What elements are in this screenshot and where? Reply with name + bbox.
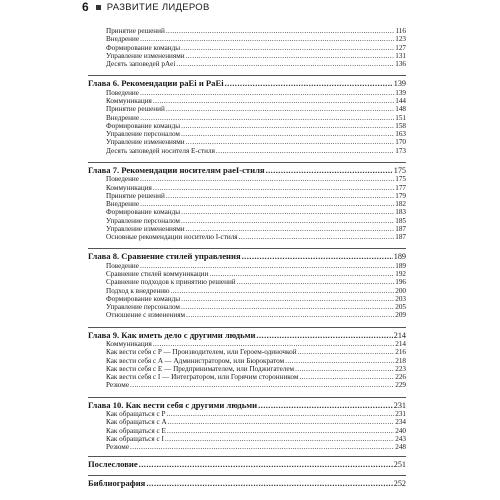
chapter-title: Послесловие (88, 459, 138, 470)
entry-label: Резюме (106, 443, 130, 451)
page-ref: 248 (395, 443, 406, 451)
toc-chapter-entry (88, 459, 406, 470)
page-ref: 216 (395, 348, 406, 357)
page-ref: 116 (395, 27, 406, 35)
entry-label: Основные рекомендации носителю I-стиля (106, 233, 238, 241)
chapter-title: Глава 6. Рекомендации paEi и PaEi (88, 78, 224, 89)
toc-entry (88, 60, 406, 69)
page-ref: 175 (395, 175, 406, 184)
toc-chapter-entry (88, 330, 406, 341)
page-ref: 203 (395, 294, 406, 303)
page-ref: 173 (395, 146, 406, 155)
page-ref: 243 (395, 434, 406, 443)
section-rule (88, 162, 406, 163)
page-ref: 158 (395, 121, 406, 130)
entry-label: Как вести себя с E — Предпринимателем, или Поджигателем (106, 364, 295, 373)
page-ref: 200 (395, 286, 406, 295)
entry-label: Принятие решений (106, 191, 165, 200)
dot-leader (258, 400, 393, 411)
page-number: 6 (82, 0, 89, 14)
running-header-title: РАЗВИТИЕ ЛИДЕРОВ (106, 1, 210, 13)
entry-label: Поведение (106, 88, 139, 97)
entry-label: Коммуникация (106, 97, 152, 105)
entry-label: Сравнение стилей коммуникации (106, 270, 209, 278)
page-ref: 214 (393, 330, 406, 340)
chapter-title: Глава 10. Как вести себя с другими людьми (88, 399, 258, 410)
toc-chapter-entry (88, 165, 406, 176)
page-ref: 151 (395, 113, 406, 122)
entry-label: Коммуникация (106, 183, 152, 192)
chapter-title: Глава 7. Рекомендации носителям paeI-стиля (88, 164, 265, 175)
page-ref: 251 (393, 460, 406, 470)
page-ref: 136 (395, 60, 406, 68)
entry-label: Десять заповедей носителя E-стиля (106, 146, 215, 155)
running-header (82, 0, 210, 14)
chapter-title: Библиография (88, 477, 146, 488)
section-rule (88, 397, 406, 398)
chapter-title: Глава 9. Как иметь дело с другими людьми (88, 329, 256, 340)
page-ref: 226 (395, 373, 406, 381)
entry-label: Управление персоналом (106, 216, 180, 225)
entry-label: Десять заповедей pAei (106, 60, 176, 68)
toc-entry (88, 311, 406, 320)
entry-label: Управление изменениями (106, 138, 185, 147)
page-ref: 218 (395, 356, 406, 365)
entry-label: Принятие решений (106, 27, 165, 35)
page-ref: 139 (395, 88, 406, 97)
entry-label: Как вести себя с A — Администратором, или Бюрократом (106, 356, 285, 365)
page-ref: 234 (395, 418, 406, 427)
entry-label: Резюме (106, 381, 130, 390)
page-ref: 144 (395, 97, 406, 105)
entry-label: Как обращаться с A (106, 418, 167, 427)
entry-label: Как обращаться с E (106, 426, 166, 435)
page-ref: 187 (395, 233, 406, 241)
entry-label: Отношение с изменениям (106, 311, 186, 320)
dot-leader (176, 60, 394, 69)
entry-label: Формирование команды (106, 208, 181, 217)
entry-label: Управление изменениями (106, 51, 185, 60)
entry-label: Внедрение (106, 113, 140, 122)
page-ref: 187 (395, 224, 406, 233)
page-ref: 240 (395, 426, 406, 435)
toc-chapter-entry (88, 478, 406, 489)
dot-leader (130, 443, 394, 452)
dot-leader (146, 478, 392, 489)
page-ref: 192 (395, 270, 406, 278)
entry-label: Поведение (106, 175, 139, 184)
section-rule (88, 248, 406, 249)
entry-label: Подход к внедрению (106, 286, 170, 295)
entry-label: Сравнение подходов к принятию решений (106, 278, 236, 287)
page-ref: 196 (395, 278, 406, 287)
dot-leader (216, 147, 394, 156)
page-ref: 185 (395, 216, 406, 225)
section-rule (88, 456, 406, 457)
page-ref: 182 (395, 200, 406, 208)
page-ref: 189 (393, 252, 406, 262)
dot-leader (242, 251, 393, 262)
entry-label: Внедрение (106, 35, 140, 44)
dot-leader (186, 311, 394, 320)
dot-leader (256, 330, 392, 341)
entry-label: Коммуникация (106, 340, 152, 348)
page-ref: 148 (395, 105, 406, 114)
section-rule (88, 75, 406, 76)
toc-entry (88, 147, 406, 156)
entry-label: Как вести себя с P — Производителем, или Героем-одиночкой (106, 348, 297, 357)
entry-label: Формирование команды (106, 121, 181, 130)
page-ref: 252 (393, 478, 406, 488)
entry-label: Формирование команды (106, 294, 181, 303)
page-ref: 229 (395, 381, 406, 390)
dot-leader (225, 78, 393, 89)
page-ref: 214 (395, 340, 406, 348)
entry-label: Внедрение (106, 200, 140, 208)
toc-entry (88, 381, 406, 390)
page-ref: 163 (395, 130, 406, 138)
page-ref: 175 (393, 165, 406, 175)
toc-chapter-entry (88, 400, 406, 411)
dot-leader (139, 459, 393, 470)
page-ref: 223 (395, 364, 406, 373)
page-ref: 231 (395, 410, 406, 418)
entry-label: Как обращаться с P (106, 410, 166, 418)
entry-label: Поведение (106, 261, 139, 270)
entry-label: Как обращаться с I (106, 434, 164, 443)
page-ref: 177 (395, 183, 406, 192)
page-ref: 231 (393, 400, 406, 410)
section-rule (88, 327, 406, 328)
entry-label: Управление персоналом (106, 303, 180, 311)
toc-chapter-entry (88, 78, 406, 89)
section-rule (88, 475, 406, 476)
page-ref: 183 (395, 208, 406, 217)
page-ref: 170 (395, 138, 406, 147)
chapter-title: Глава 8. Сравнение стилей управления (88, 251, 241, 262)
toc-chapter-entry (88, 251, 406, 262)
entry-label: Как вести себя с I — Интегратором, или Горячим сторонником (106, 373, 299, 381)
page-ref: 139 (393, 79, 406, 89)
entry-label: Управление изменениями (106, 224, 185, 233)
dot-leader (130, 381, 394, 390)
page-ref: 189 (395, 261, 406, 270)
page-ref: 131 (395, 51, 406, 60)
entry-label: Управление персоналом (106, 130, 180, 138)
page-ref: 209 (395, 311, 406, 320)
entry-label: Формирование команды (106, 43, 181, 52)
dot-leader (239, 233, 395, 242)
toc-entry (88, 443, 406, 452)
square-bullet-icon (96, 5, 101, 10)
dot-leader (266, 165, 393, 176)
page-ref: 179 (395, 191, 406, 200)
page-ref: 205 (395, 303, 406, 311)
page-ref: 123 (395, 35, 406, 44)
entry-label: Принятие решений (106, 105, 165, 114)
page-ref: 127 (395, 43, 406, 52)
toc-entry (88, 233, 406, 242)
